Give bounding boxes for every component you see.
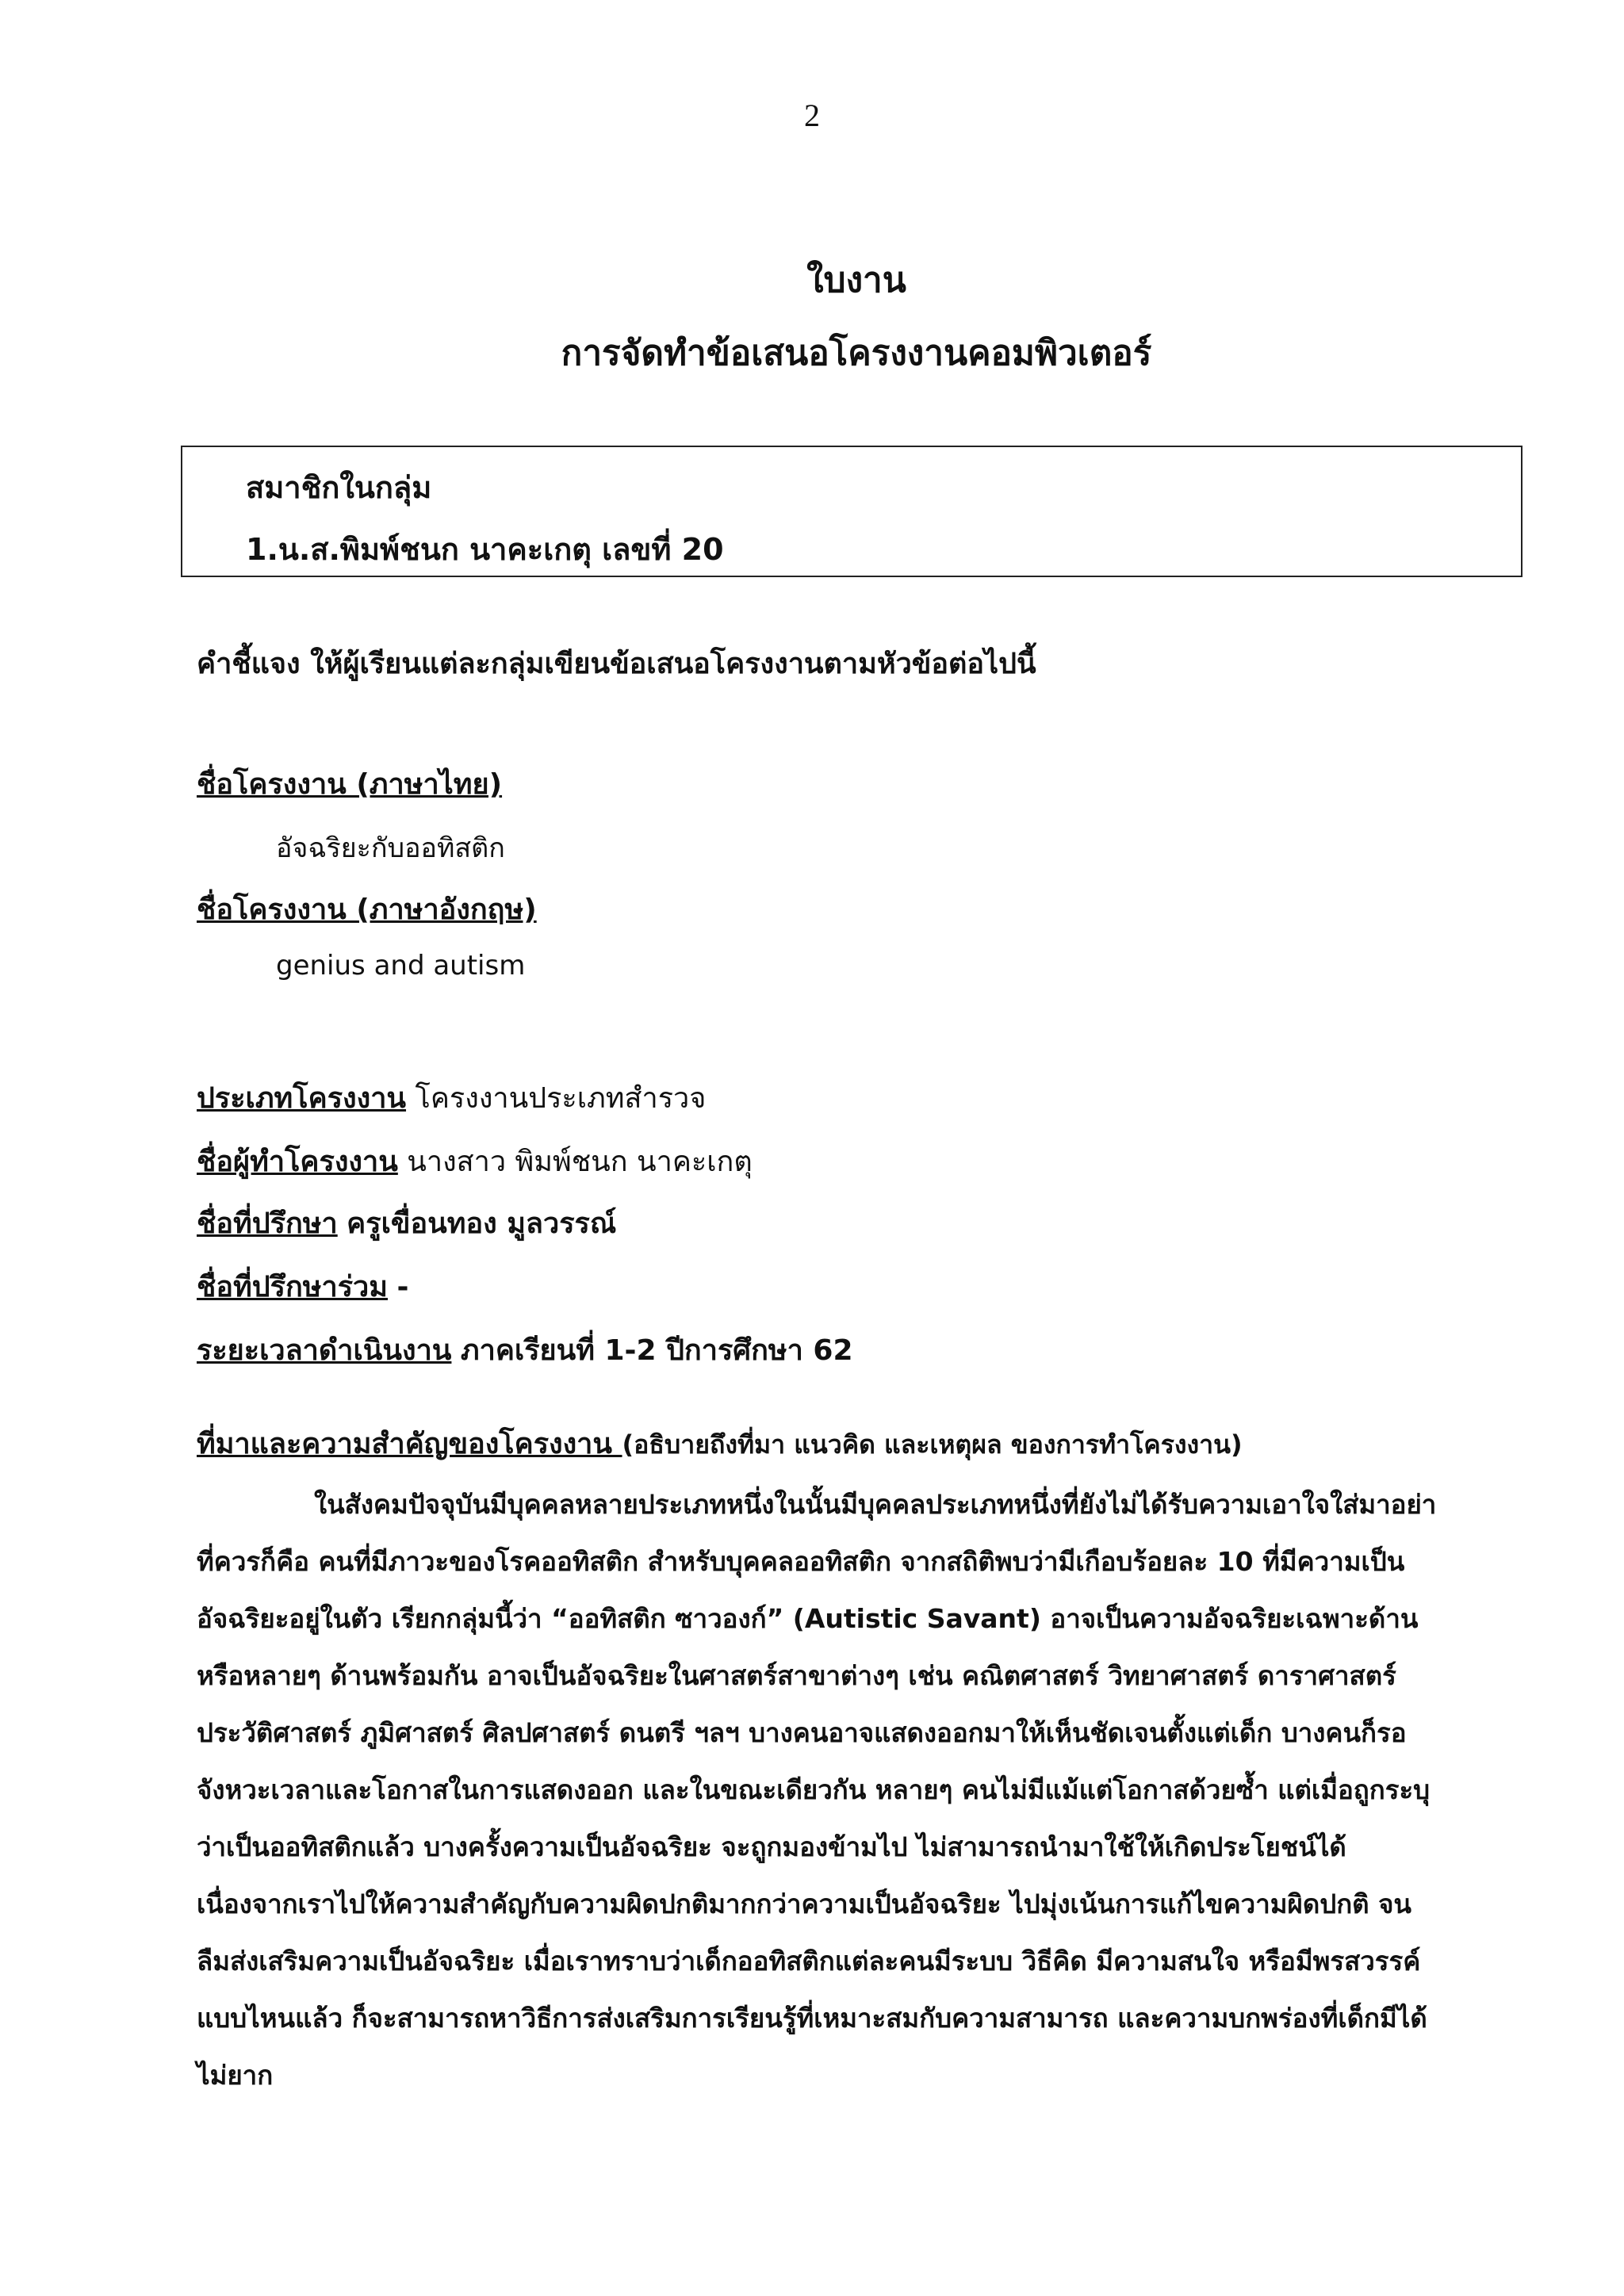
background-label: ที่มาและความสำคัญของโครงงาน bbox=[197, 1428, 622, 1460]
background-paragraph bbox=[197, 1476, 1513, 2104]
project-name-th-label bbox=[197, 761, 502, 806]
project-name-en-value: genius and autism bbox=[276, 950, 526, 982]
members-heading: สมาชิกในกลุ่ม bbox=[246, 470, 432, 505]
advisor-label: ชื่อที่ปรึกษา bbox=[197, 1207, 338, 1240]
paragraph-line: ลืมส่งเสริมความเป็นอัจฉริยะ เมื่อเราทราบว่าเด็กออทิสติกแต่ละคนมีระบบ วิธีคิด มีความสนใจ หรือมีพรสวรรค์ bbox=[197, 1946, 1421, 1976]
background-heading-row bbox=[197, 1421, 1243, 1466]
duration-label: ระยะเวลาดำเนินงาน bbox=[197, 1334, 452, 1367]
co-advisor-value: - bbox=[396, 1271, 409, 1303]
duration-value: ภาคเรียนที่ 1-2 ปีการศึกษา 62 bbox=[460, 1334, 853, 1367]
instruction-text: คำชี้แจง ให้ผู้เรียนแต่ละกลุ่มเขียนข้อเสนอโครงงานตามหัวข้อต่อไปนี้ bbox=[197, 648, 1036, 680]
project-type-label: ประเภทโครงงาน bbox=[197, 1082, 407, 1115]
co-advisor-label: ชื่อที่ปรึกษาร่วม bbox=[197, 1271, 388, 1303]
advisor-row bbox=[197, 1200, 616, 1246]
project-type-row bbox=[197, 1075, 706, 1120]
project-type-value: โครงงานประเภทสำรวจ bbox=[415, 1082, 707, 1115]
paragraph-line: จังหวะเวลาและโอกาสในการแสดงออก และในขณะเดียวกัน หลายๆ คนไม่มีแม้แต่โอกาสด้วยซ้ำ แต่เมื่อถูกระบุ bbox=[197, 1774, 1431, 1805]
paragraph-line: อัจฉริยะอยู่ในตัว เรียกกลุ่มนี้ว่า “ออทิสติก ซาวองก์” (Autistic Savant) อาจเป็นความอัจฉริยะเฉพาะด้าน bbox=[197, 1603, 1419, 1634]
project-name-th-label-text: ชื่อโครงงาน (ภาษาไทย) bbox=[197, 768, 503, 801]
paragraph-line: แบบไหนแล้ว ก็จะสามารถหาวิธีการส่งเสริมการเรียนรู้ที่เหมาะสมกับความสามารถ และความบกพร่องที่เด็กมีได้ bbox=[197, 2003, 1427, 2034]
worksheet-subtitle: การจัดทำข้อเสนอโครงงานคอมพิวเตอร์ bbox=[561, 333, 1152, 373]
advisor-value: ครูเขื่อนทอง มูลวรรณ์ bbox=[347, 1207, 617, 1240]
paragraph-line: ประวัติศาสตร์ ภูมิศาสตร์ ศิลปศาสตร์ ดนตรี ฯลฯ บางคนอาจแสดงออกมาให้เห็นชัดเจนตั้งแต่เด็ก บางคนก็รอ bbox=[197, 1717, 1407, 1748]
paragraph-line: ไม่ยาก bbox=[197, 2060, 274, 2091]
project-name-th-value: อัจฉริยะกับออทิสติก bbox=[276, 832, 505, 864]
project-name-en-label-text: ชื่อโครงงาน (ภาษาอังกฤษ) bbox=[197, 894, 537, 926]
author-row bbox=[197, 1138, 753, 1184]
paragraph-line: หรือหลายๆ ด้านพร้อมกัน อาจเป็นอัจฉริยะในศาสตร์สาขาต่างๆ เช่น คณิตศาสตร์ วิทยาศาสตร์ ดาราศาสตร์ bbox=[197, 1660, 1396, 1691]
background-note: (อธิบายถึงที่มา แนวคิด และเหตุผล ของการทำโครงงาน) bbox=[622, 1429, 1243, 1460]
co-advisor-row bbox=[197, 1264, 408, 1309]
page-number: 2 bbox=[804, 98, 820, 133]
worksheet-title: ใบงาน bbox=[806, 260, 906, 300]
author-value: นางสาว พิมพ์ชนก นาคะเกตุ bbox=[407, 1146, 753, 1178]
paragraph-line: ในสังคมปัจจุบันมีบุคคลหลายประเภทหนึ่งในนั้นมีบุคคลประเภทหนึ่งที่ยังไม่ได้รับความเอาใจใส่มาอย่า bbox=[314, 1489, 1437, 1520]
members-box bbox=[181, 446, 1522, 577]
paragraph-line: ว่าเป็นออทิสติกแล้ว บางครั้งความเป็นอัจฉริยะ จะถูกมองข้ามไป ไม่สามารถนำมาใช้ให้เกิดประโยชน์ได้ bbox=[197, 1831, 1346, 1862]
paragraph-line: ที่ควรก็คือ คนที่มีภาวะของโรคออทิสติก สำหรับบุคคลออทิสติก จากสถิติพบว่ามีเกือบร้อยละ 10 ที่มีความเป็น bbox=[197, 1546, 1405, 1577]
member-item: 1.น.ส.พิมพ์ชนก นาคะเกตุ เลขที่ 20 bbox=[246, 532, 724, 567]
project-name-en-label bbox=[197, 886, 537, 932]
duration-row bbox=[197, 1327, 853, 1372]
author-label: ชื่อผู้ทำโครงงาน bbox=[197, 1146, 398, 1178]
paragraph-line: เนื่องจากเราไปให้ความสำคัญกับความผิดปกติมากกว่าความเป็นอัจฉริยะ ไปมุ่งเน้นการแก้ไขความผิดปกติ จน bbox=[197, 1888, 1411, 1919]
